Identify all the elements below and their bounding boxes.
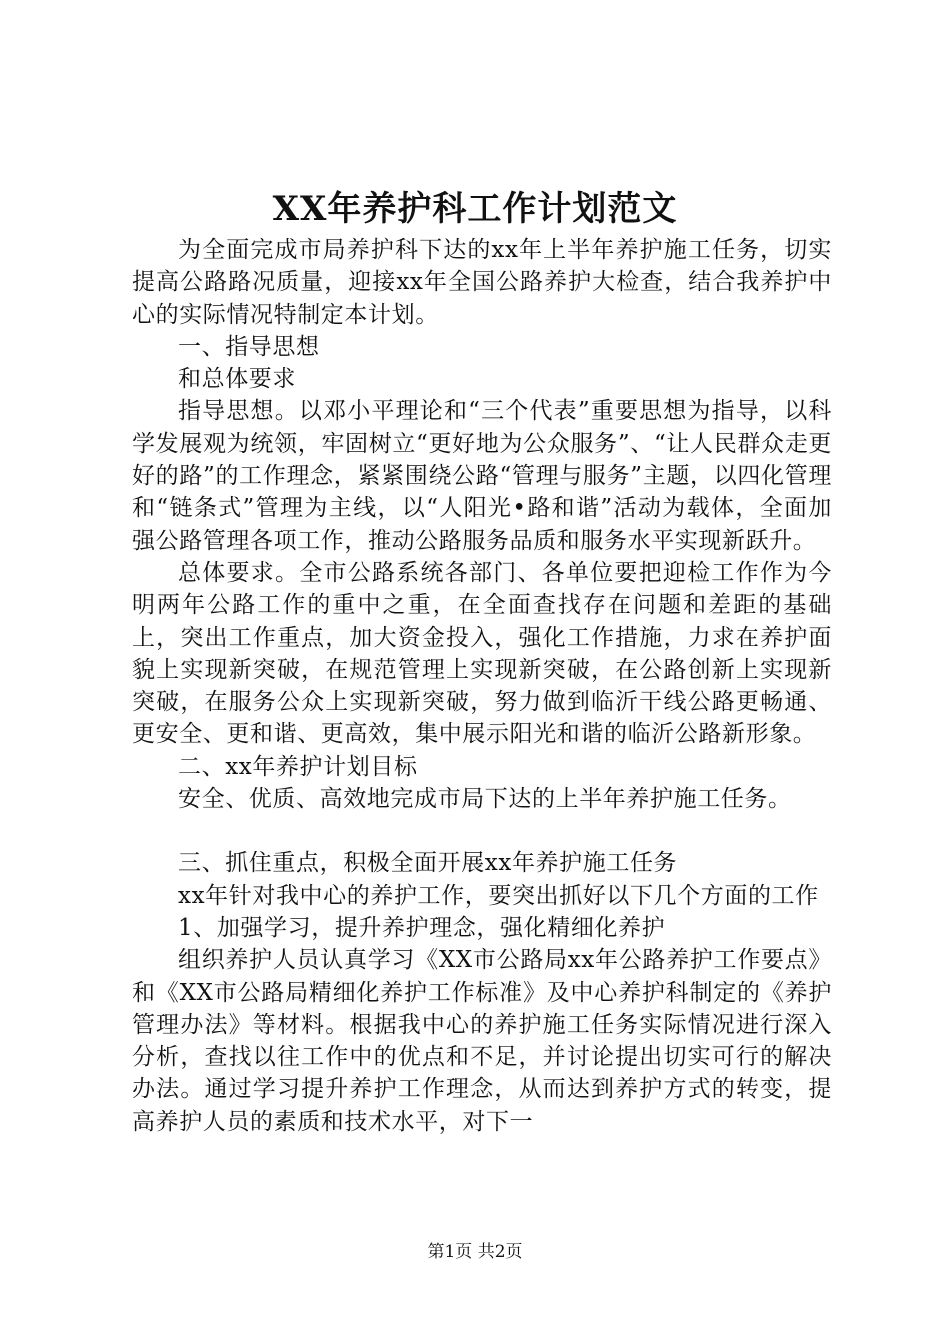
focus-intro-paragraph: xx年针对我中心的养护工作，要突出抓好以下几个方面的工作 <box>178 882 819 909</box>
intro-paragraph: 为全面完成市局养护科下达的xx年上半年养护施工任务，切实提高公路路况质量，迎接xx年全国公路养护大检查，结合我养护中心的实际情况特制定本计划。 <box>132 237 832 328</box>
section-heading-1-continued: 和总体要求 <box>178 366 296 393</box>
guiding-thought-paragraph: 指导思想。以邓小平理论和“三个代表”重要思想为指导，以科学发展观为统领，牢固树立“更好地为公众服务”、“让人民群众走更好的路”的工作理念，紧紧围绕公路“管理与服务”主题，以四化管理和“链条式”管理为主线，以“人阳光•路和谐”活动为载体，全面加强公路管理各项工作，推动公路服务品质和服务水平实现新跃升。 <box>132 398 832 554</box>
document-title: XX年养护科工作计划范文 <box>272 189 678 229</box>
overall-requirements-paragraph: 总体要求。全市公路系统各部门、各单位要把迎检工作作为今明两年公路工作的重中之重，在全面查找存在问题和差距的基础上，突出工作重点，加大资金投入，强化工作措施，力求在养护面貌上实现新突破，在规范管理上实现新突破，在公路创新上实现新突破，在服务公众上实现新突破，努力做到临沂干线公路更畅通、更安全、更和谐、更高效，集中展示阳光和谐的临沂公路新形象。 <box>132 559 832 748</box>
section-heading-1: 一、指导思想 <box>178 333 320 360</box>
plan-goal-paragraph: 安全、优质、高效地完成市局下达的上半年养护施工任务。 <box>178 786 792 813</box>
subsection-heading-1: 1、加强学习，提升养护理念，强化精细化养护 <box>178 914 666 941</box>
section-heading-3: 三、抓住重点，积极全面开展xx年养护施工任务 <box>178 850 678 877</box>
page-footer: 第1页 共2页 <box>427 1242 523 1262</box>
section-heading-2: 二、xx年养护计划目标 <box>178 753 418 780</box>
document-body <box>132 234 832 1138</box>
study-paragraph: 组织养护人员认真学习《XX市公路局xx年公路养护工作要点》和《XX市公路局精细化养护工作标准》及中心养护科制定的《养护管理办法》等材料。根据我中心的养护施工任务实际情况进行深入分析，查找以往工作中的优点和不足，并讨论提出切实可行的解决办法。通过学习提升养护工作理念，从而达到养护方式的转变，提高养护人员的素质和技术水平，对下一 <box>132 947 832 1135</box>
